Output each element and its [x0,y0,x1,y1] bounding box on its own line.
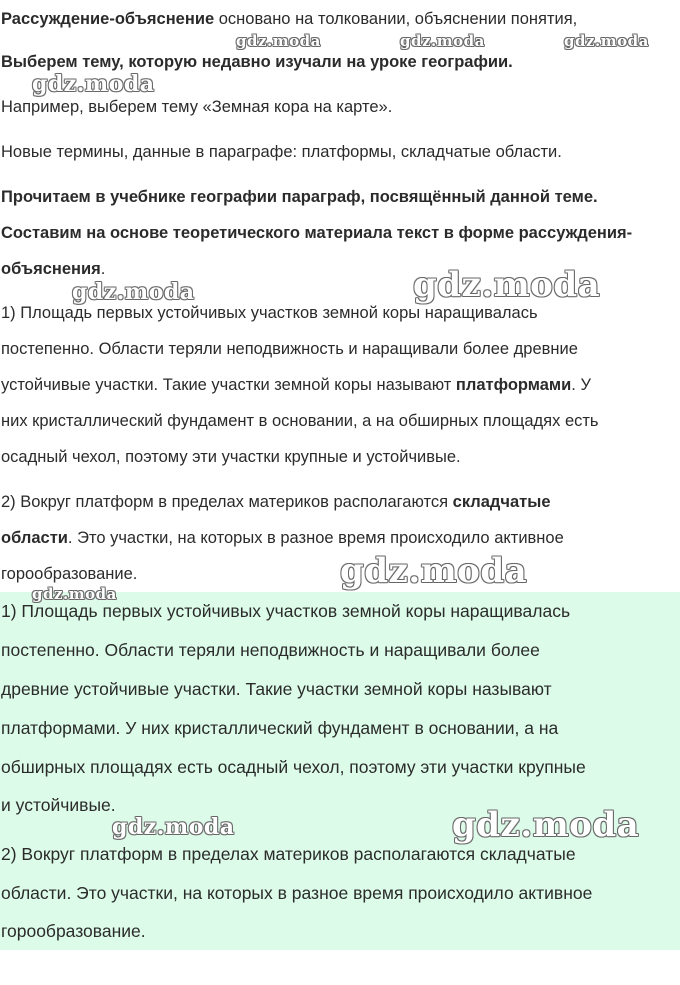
watermark: gdz.moda [236,32,321,50]
para2-line-3: горообразование. [1,565,138,583]
watermark: gdz.moda [72,279,195,305]
para2-line-1: 2) Вокруг платформ в пределах материков располагаются складчатые [1,493,551,511]
para1-line-3: устойчивые участки. Такие участки земной коры называют платформами. У [1,376,591,394]
answer-p1-line-5: обширных площадях есть осадный чехол, поэтому эти участки крупные [1,757,586,777]
intro-line-5: Прочитаем в учебнике географии параграф, посвящённый данной теме. [1,188,598,206]
answer-p1-line-2: постепенно. Области теряли неподвижность и наращивали более [1,640,540,660]
answer-p2-line-2: области. Это участки, на которых в разное время происходило активное [1,883,593,903]
watermark: gdz.moda [32,585,117,603]
intro-line-1: Рассуждение-объяснение основано на толковании, объяснении понятия, [1,10,578,28]
para2-line-2: области. Это участки, на которых в разное время происходило активное [1,529,564,547]
intro-line-4: Новые термины, данные в параграфе: платформы, складчатые области. [1,143,562,161]
answer-p1-line-4: платформами. У них кристаллический фундамент в основании, а на [1,718,559,738]
para1-line-4: них кристаллический фундамент в основании, а на обширных площадях есть [1,412,599,430]
intro-line-6: Составим на основе теоретического материала текст в форме рассуждения- [1,224,633,242]
term-reasoning: Рассуждение-объяснение [1,10,215,28]
watermark: gdz.moda [564,32,649,50]
watermark: gdz.moda [400,32,485,50]
answer-p2-line-3: горообразование. [1,921,146,941]
watermark: gdz.moda [413,265,601,305]
watermark: gdz.moda [32,71,155,97]
intro-line-3: Например, выберем тему «Земная кора на карте». [1,98,393,116]
term-platforms: платформами [455,376,572,394]
intro-line-7: объяснения. [1,260,106,278]
watermark: gdz.moda [452,805,640,845]
intro-line-2: Выберем тему, которую недавно изучали на уроке географии. [1,53,513,71]
answer-p2-line-1: 2) Вокруг платформ в пределах материков располагаются складчатые [1,844,576,864]
answer-box [0,592,680,950]
answer-p1-line-6: и устойчивые. [1,795,116,815]
watermark: gdz.moda [112,814,235,840]
para1-line-2: постепенно. Области теряли неподвижность и наращивали более древние [1,340,578,358]
term-folded: складчатые [452,493,551,511]
answer-p1-line-3: древние устойчивые участки. Такие участки земной коры называют [1,679,552,699]
para1-line-5: осадный чехол, поэтому эти участки крупные и устойчивые. [1,448,461,466]
watermark: gdz.moda [340,551,528,591]
para1-line-1: 1) Площадь первых устойчивых участков земной коры наращивалась [1,304,538,322]
answer-p1-line-1: 1) Площадь первых устойчивых участков земной коры наращивалась [1,601,571,621]
